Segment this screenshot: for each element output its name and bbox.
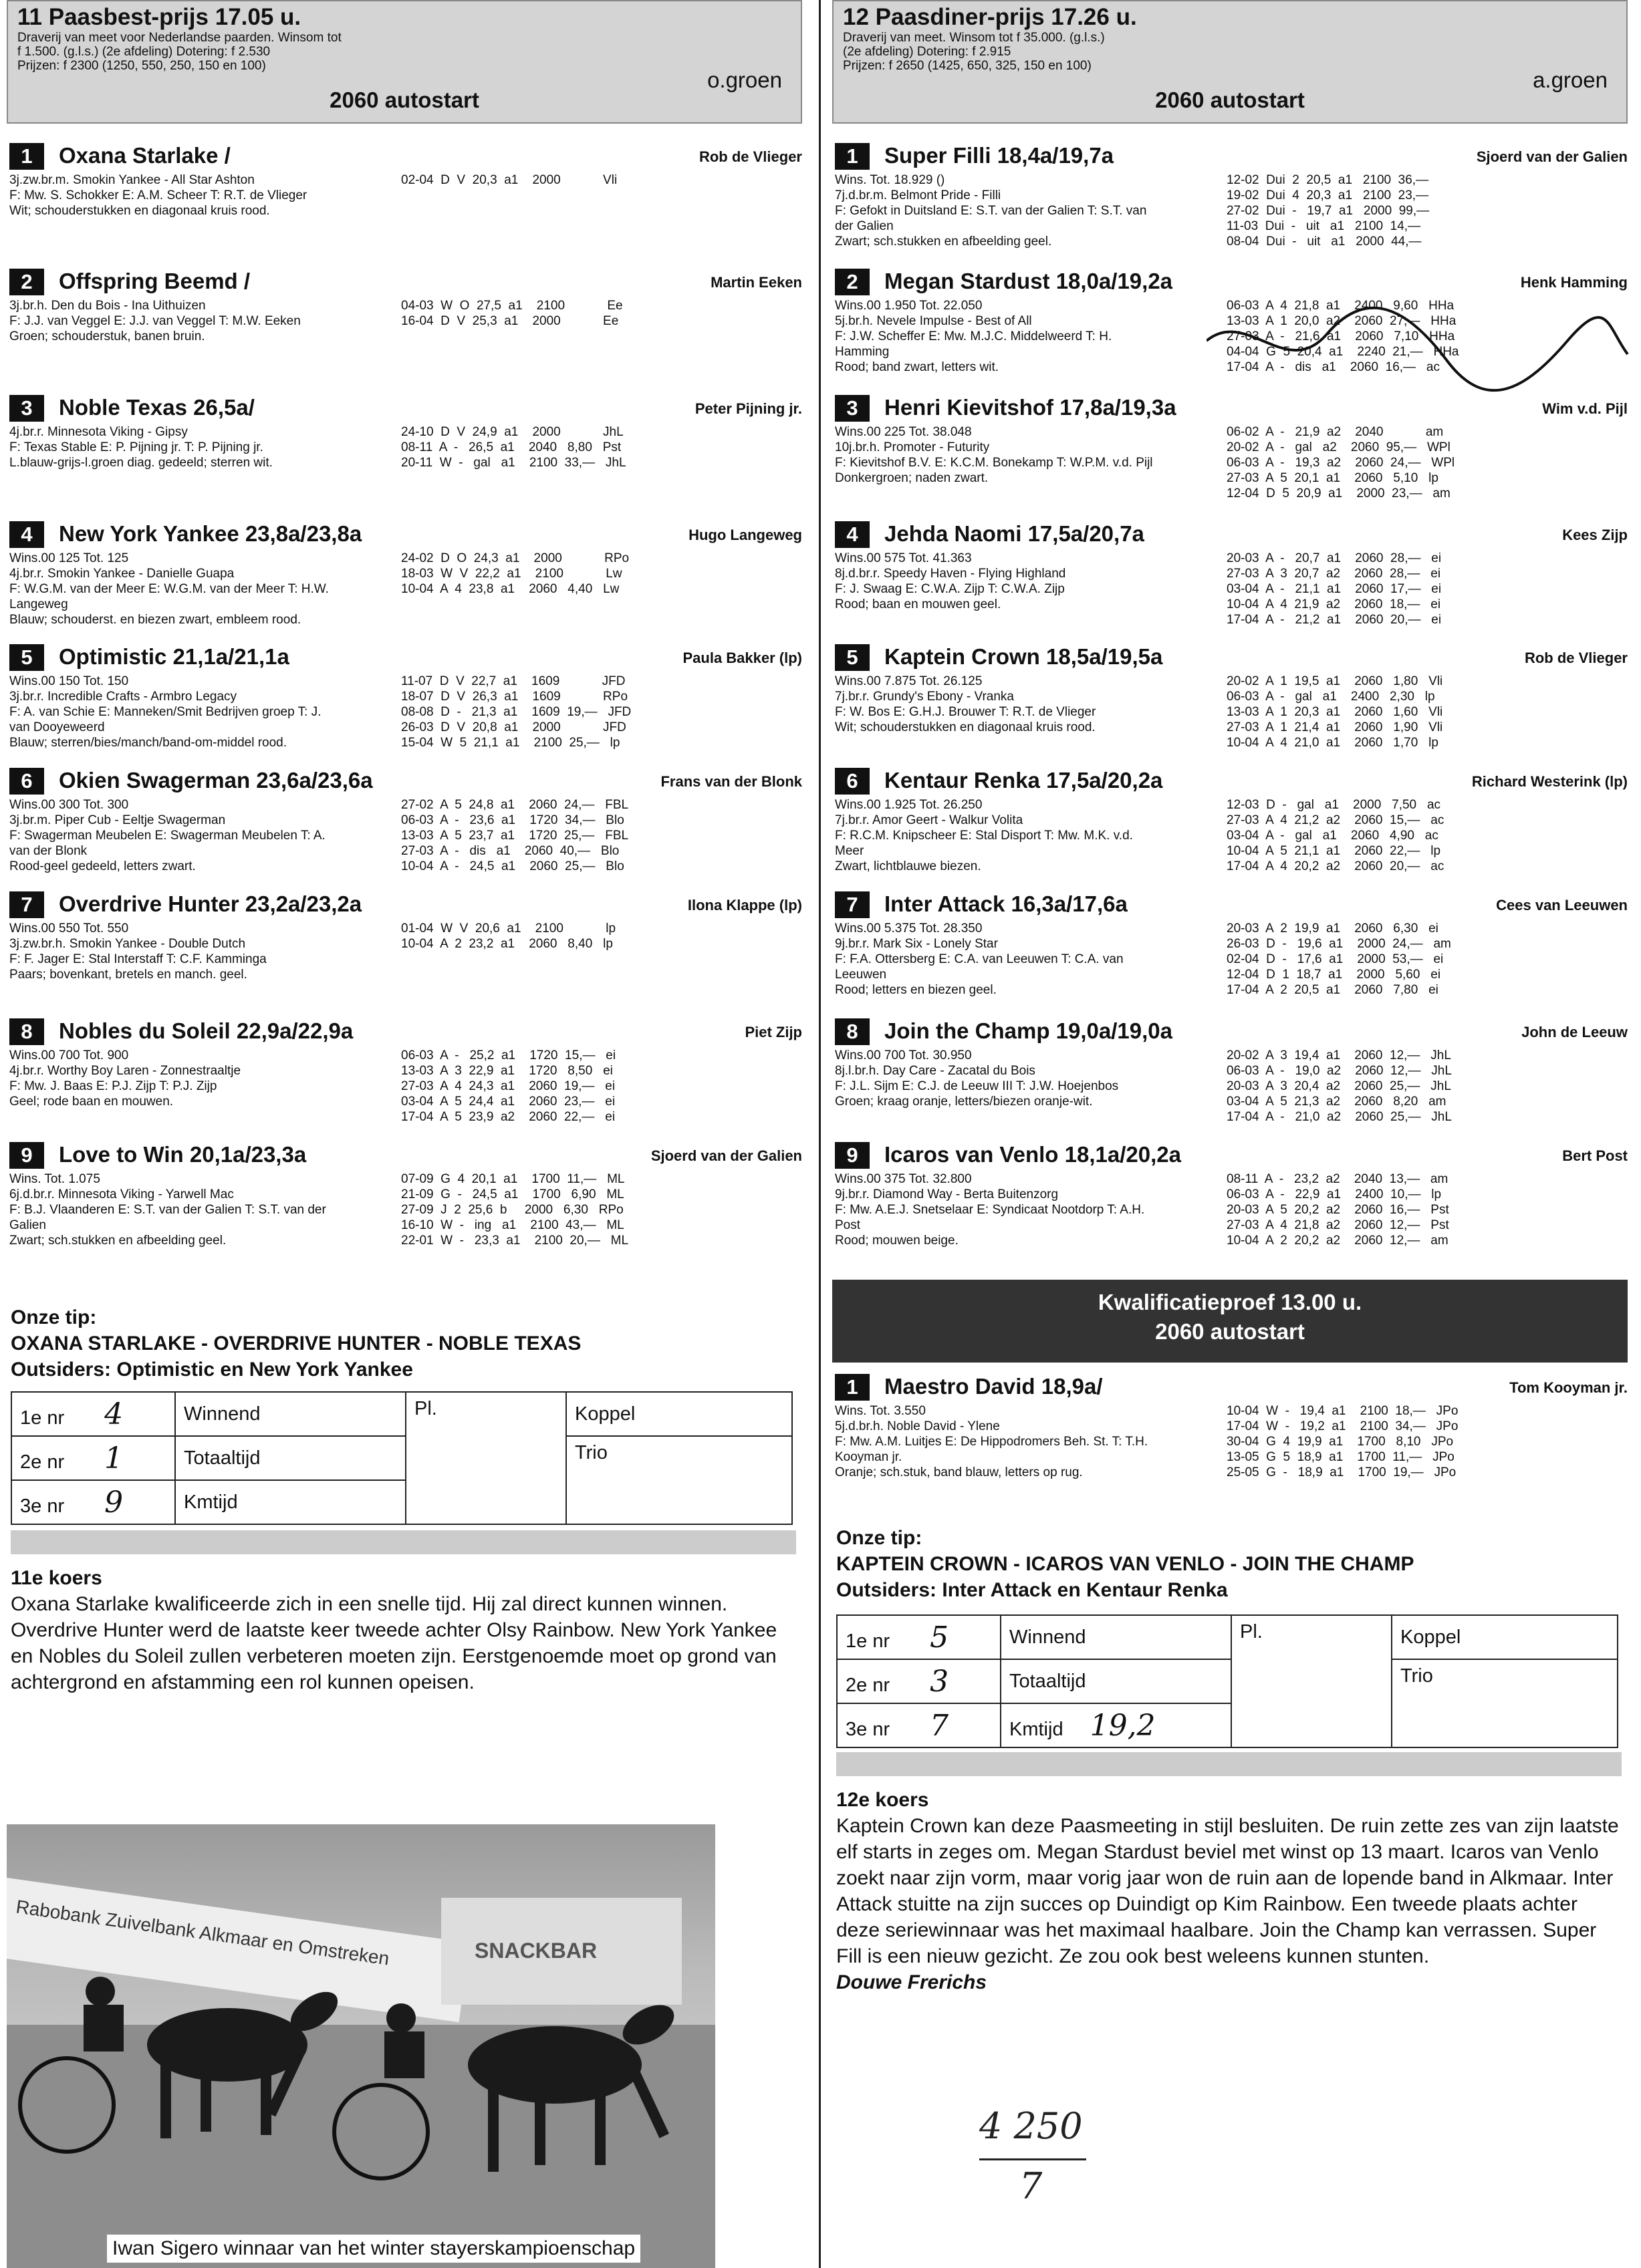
- horse-entry: [7, 266, 802, 385]
- history-row: 17-04 A 4 20,2 a2 2060 20,— ac: [1227, 859, 1444, 873]
- race-photo: [7, 1824, 715, 2268]
- horse-entry: [832, 140, 1628, 259]
- race-header: [7, 0, 802, 124]
- history-row: 13-03 A 1 20,0 a2 2060 27,— HHa: [1227, 314, 1457, 328]
- tip-block: Onze tip: OXANA STARLAKE - OVERDRIVE HUNTER - NOBLE TEXAS Outsiders: Optimistic en New York Yankee: [11, 1306, 582, 1381]
- horse-number: 9: [835, 1142, 870, 1169]
- race-history: [401, 1048, 616, 1125]
- horse-number: 5: [9, 644, 44, 671]
- horse-number: 1: [9, 143, 44, 170]
- horse-entry: [7, 765, 802, 884]
- race-history: [1227, 1171, 1449, 1248]
- history-row: 08-04 Dui - uit a1 2000 44,—: [1227, 235, 1422, 249]
- horse-entry: [7, 392, 802, 511]
- author: Douwe Frerichs: [836, 1971, 987, 1993]
- history-row: 16-04 D V 25,3 a1 2000 Ee: [401, 314, 619, 328]
- race-history: [401, 298, 623, 329]
- driver-name: Cees van Leeuwen: [1496, 897, 1628, 913]
- history-row: 10-04 A - 24,5 a1 2060 25,— Blo: [401, 859, 624, 873]
- history-row: 15-04 W 5 21,1 a1 2100 25,— lp: [401, 736, 620, 750]
- driver-name: Sjoerd van der Galien: [650, 1147, 802, 1164]
- separator-bar: [11, 1530, 796, 1554]
- history-row: 17-04 A - 21,0 a2 2060 25,— JhL: [1227, 1110, 1452, 1124]
- race-history: [401, 797, 628, 874]
- driver-name: Martin Eeken: [711, 274, 802, 291]
- horse-info: Wins.00 1.950 Tot. 22.050 5j.br.h. Nevele Impulse - Best of All F: J.W. Scheffer E: Mw. M.J.C. Middelweerd T: H. Hamming Rood; band zwart, letters wit.: [835, 299, 1112, 374]
- driver-name: Kees Zijp: [1562, 527, 1628, 543]
- history-row: 19-02 Dui 4 20,3 a1 2100 23,—: [1227, 188, 1429, 202]
- history-row: 10-04 A 2 23,2 a1 2060 8,40 lp: [401, 937, 613, 951]
- horse-number: 4: [835, 521, 870, 548]
- history-row: 30-04 G 4 19,9 a1 1700 8,10 JPo: [1227, 1435, 1454, 1449]
- start-type: 2060 autostart: [1155, 88, 1305, 112]
- horse-name: Overdrive Hunter 23,2a/23,2a: [59, 891, 362, 916]
- race-title: 11 Paasbest-prijs 17.05 u.: [17, 4, 301, 30]
- horse-info: Wins.00 7.875 Tot. 26.125 7j.br.r. Grundy's Ebony - Vranka F: W. Bos E: G.H.J. Brouwer T: R.T. de Vlieger Wit; schouderstukken en diagonaal kruis rood.: [835, 674, 1096, 734]
- history-row: 08-11 A - 26,5 a1 2040 8,80 Pst: [401, 440, 622, 454]
- horse-header: [7, 1016, 802, 1046]
- race-conditions: Draverij van meet. Winsom tot f 35.000. (g.l.s.) (2e afdeling) Dotering: f 2.915 Prijzen: f 2650 (1425, 650, 325, 150 en 100): [843, 31, 1105, 73]
- horse-header: [832, 642, 1628, 672]
- race-history: [1227, 1048, 1452, 1125]
- horse-number: 5: [835, 644, 870, 671]
- horse-header: [832, 889, 1628, 919]
- prediction-table: 1e nr 4 Winnend Pl. Koppel 2e nr 1 Totaaltijd Trio 3e nr 9 Kmtijd: [11, 1391, 793, 1525]
- driver-name: Frans van der Blonk: [660, 773, 802, 790]
- horse-info: Wins. Tot. 1.075 6j.d.br.r. Minnesota Viking - Yarwell Mac F: B.J. Vlaanderen E: S.T. van der Galien T: S.T. van der Galien Zwart; sch.stukken en afbeelding geel.: [9, 1172, 326, 1248]
- horse-header: [7, 889, 802, 919]
- history-row: 03-04 A - 21,1 a1 2060 17,— ei: [1227, 582, 1442, 596]
- history-row: 27-02 Dui - 19,7 a1 2000 99,—: [1227, 204, 1430, 218]
- history-row: 24-10 D V 24,9 a1 2000 JhL: [401, 425, 624, 439]
- history-row: 27-03 A 1 21,4 a1 2060 1,90 Vli: [1227, 720, 1443, 734]
- horse-info: Wins.00 575 Tot. 41.363 8j.d.br.r. Speedy Haven - Flying Highland F: J. Swaag E: C.W.A. Zijp T: C.W.A. Zijp Rood; baan en mouwen geel.: [835, 551, 1066, 611]
- history-row: 26-03 D V 20,8 a1 2000 JFD: [401, 720, 626, 734]
- horse-info: Wins.00 125 Tot. 125 4j.br.r. Smokin Yankee - Danielle Guapa F: W.G.M. van der Meer E: W.G.M. van der Meer T: H.W. Langeweg Blauw; schouderst. en biezen zwart, embleem rood.: [9, 551, 329, 627]
- history-row: 27-02 A 5 24,8 a1 2060 24,— FBL: [401, 798, 629, 812]
- horse-info: Wins.00 300 Tot. 300 3j.br.m. Piper Cub - Eeltje Swagerman F: Swagerman Meubelen E: Swagerman Meubelen T: A. van der Blonk Rood-geel gedeeld, letters zwart.: [9, 798, 326, 873]
- history-row: 11-07 D V 22,7 a1 1609 JFD: [401, 674, 626, 688]
- history-row: 10-04 A 2 20,2 a2 2060 12,— am: [1227, 1234, 1448, 1248]
- horse-header: [7, 266, 802, 297]
- race-history: [1227, 1403, 1458, 1480]
- horse-entry: [832, 1016, 1628, 1135]
- track-color: o.groen: [707, 67, 782, 92]
- history-row: 07-09 G 4 20,1 a1 1700 11,— ML: [401, 1172, 625, 1186]
- horse-header: [7, 642, 802, 672]
- history-row: 17-04 A 2 20,5 a1 2060 7,80 ei: [1227, 983, 1438, 997]
- history-row: 27-03 A 3 20,7 a2 2060 28,— ei: [1227, 567, 1441, 581]
- history-row: 24-02 D O 24,3 a1 2000 RPo: [401, 551, 630, 565]
- driver-name: Ilona Klappe (lp): [687, 897, 802, 913]
- horse-info: Wins.00 375 Tot. 32.800 9j.br.r. Diamond Way - Berta Buitenzorg F: Mw. A.E.J. Snetselaar E: Syndicaat Nootdorp T: A.H. Post Rood; mouwen beige.: [835, 1172, 1145, 1248]
- horse-info: Wins. Tot. 3.550 5j.d.br.h. Noble David - Ylene F: Mw. A.M. Luitjes E: De Hippodromers Beh. St. T: T.H. Kooyman jr. Oranje; sch.stuk, band blauw, letters op rug.: [835, 1404, 1148, 1479]
- driver-name: Tom Kooyman jr.: [1509, 1379, 1628, 1396]
- driver-name: Henk Hamming: [1520, 274, 1628, 291]
- history-row: 06-03 A - gal a1 2400 2,30 lp: [1227, 690, 1435, 704]
- horse-info: Wins.00 1.925 Tot. 26.250 7j.br.r. Amor Geert - Walkur Volita F: R.C.M. Knipscheer E: Stal Disport T: Mw. M.K. v.d. Meer Zwart, lichtblauwe biezen.: [835, 798, 1133, 873]
- start-type: 2060 autostart: [330, 88, 479, 112]
- right-column: [832, 0, 1628, 2268]
- history-row: 13-05 G 5 18,9 a1 1700 11,— JPo: [1227, 1450, 1455, 1464]
- horse-header: [832, 765, 1628, 796]
- history-row: 27-03 A 4 24,3 a1 2060 19,— ei: [401, 1079, 616, 1093]
- horse-entry: [832, 1371, 1628, 1490]
- horse-number: 2: [9, 269, 44, 295]
- horse-header: [832, 519, 1628, 549]
- driver-name: Piet Zijp: [745, 1024, 802, 1040]
- horse-header: [7, 392, 802, 423]
- history-row: 18-03 W V 22,2 a1 2100 Lw: [401, 567, 622, 581]
- history-row: 08-08 D - 21,3 a1 1609 19,— JFD: [401, 705, 632, 719]
- horse-name: Icaros van Venlo 18,1a/20,2a: [884, 1142, 1181, 1167]
- horse-info: 4j.br.r. Minnesota Viking - Gipsy F: Texas Stable E: P. Pijning jr. T: P. Pijning jr. L.blauw-grijs-l.groen diag. gedeeld; sterren wit.: [9, 425, 273, 470]
- horse-info: 3j.zw.br.m. Smokin Yankee - All Star Ashton F: Mw. S. Schokker E: A.M. Scheer T: R.T. de Vlieger Wit; schouderstukken en diagonaal kruis rood.: [9, 173, 307, 218]
- horse-name: Kentaur Renka 17,5a/20,2a: [884, 768, 1163, 793]
- history-row: 04-04 G 5 20,4 a1 2240 21,— HHa: [1227, 345, 1459, 359]
- history-row: 06-03 A - 23,6 a1 1720 34,— Blo: [401, 813, 624, 827]
- handwritten-scribble: [1207, 301, 1634, 394]
- history-row: 13-03 A 3 22,9 a1 1720 8,50 ei: [401, 1064, 613, 1078]
- history-row: 12-02 Dui 2 20,5 a1 2100 36,—: [1227, 173, 1429, 187]
- history-row: 20-03 A 2 19,9 a1 2060 6,30 ei: [1227, 922, 1438, 936]
- horse-number: 8: [9, 1018, 44, 1045]
- horse-name: Noble Texas 26,5a/: [59, 395, 255, 420]
- qualifier-header: Kwalificatieproef 13.00 u. 2060 autostart: [832, 1280, 1628, 1363]
- note-line: [979, 2158, 1086, 2160]
- horse-entry: [832, 889, 1628, 1008]
- history-row: 27-03 A 4 21,2 a2 2060 15,— ac: [1227, 813, 1444, 827]
- tip-block: Onze tip: KAPTEIN CROWN - ICAROS VAN VENLO - JOIN THE CHAMP Outsiders: Inter Attack en Kentaur Renka: [836, 1527, 1414, 1601]
- race-history: [401, 424, 626, 470]
- race-history: [1227, 424, 1455, 501]
- harness-racing-illustration: [7, 1824, 715, 2268]
- history-row: 17-04 A 5 23,9 a2 2060 22,— ei: [401, 1110, 616, 1124]
- horse-name: Nobles du Soleil 22,9a/22,9a: [59, 1018, 354, 1043]
- history-row: 20-03 A 5 20,2 a2 2060 16,— Pst: [1227, 1203, 1449, 1217]
- horse-number: 4: [9, 521, 44, 548]
- separator-bar: [836, 1752, 1622, 1776]
- horse-name: Optimistic 21,1a/21,1a: [59, 644, 289, 669]
- history-row: 12-04 D 5 20,9 a1 2000 23,— am: [1227, 486, 1450, 501]
- column-divider: [819, 0, 821, 2268]
- driver-name: Rob de Vlieger: [1524, 650, 1628, 666]
- history-row: 13-03 A 1 20,3 a1 2060 1,60 Vli: [1227, 705, 1443, 719]
- horse-header: [7, 519, 802, 549]
- history-row: 10-04 W - 19,4 a1 2100 18,— JPo: [1227, 1404, 1459, 1418]
- history-row: 16-10 W - ing a1 2100 43,— ML: [401, 1218, 624, 1232]
- history-row: 08-11 A - 23,2 a2 2040 13,— am: [1227, 1172, 1448, 1186]
- horse-name: Inter Attack 16,3a/17,6a: [884, 891, 1128, 916]
- history-row: 27-03 A 5 20,1 a1 2060 5,10 lp: [1227, 471, 1438, 485]
- history-row: 03-04 A - gal a1 2060 4,90 ac: [1227, 829, 1438, 843]
- horse-number: 3: [835, 395, 870, 422]
- history-row: 03-04 A 5 21,3 a2 2060 8,20 am: [1227, 1095, 1446, 1109]
- race-title: 12 Paasdiner-prijs 17.26 u.: [843, 4, 1137, 30]
- race-history: [401, 1171, 628, 1248]
- horse-entry: [7, 889, 802, 1008]
- left-column: [7, 0, 802, 2268]
- horse-number: 6: [9, 768, 44, 795]
- horse-header: [832, 140, 1628, 171]
- history-row: 04-03 W O 27,5 a1 2100 Ee: [401, 299, 623, 313]
- horse-info: Wins. Tot. 18.929 () 7j.d.br.m. Belmont Pride - Filli F: Gefokt in Duitsland E: S.T. van der Galien T: S.T. van der Galien Zwart; sch.stukken en afbeelding geel.: [835, 173, 1147, 249]
- history-row: 10-04 A 4 21,9 a2 2060 18,— ei: [1227, 597, 1441, 611]
- driver-name: Wim v.d. Pijl: [1542, 400, 1628, 417]
- driver-name: Hugo Langeweg: [688, 527, 802, 543]
- horse-info: Wins.00 550 Tot. 550 3j.zw.br.h. Smokin Yankee - Double Dutch F: F. Jager E: Stal Interstaff T: C.F. Kamminga Paars; bovenkant, bretels en manch. geel.: [9, 922, 267, 982]
- horse-entry: [7, 1139, 802, 1258]
- history-row: 17-04 A - dis a1 2060 16,— ac: [1227, 360, 1440, 374]
- track-color: a.groen: [1533, 67, 1608, 92]
- race-commentary: 12e koers Kaptein Crown kan deze Paasmeeting in stijl besluiten. De ruin zette zes van zijn laatste elf starts in zeges om. Megan Stardust beviel met winst op 13 maart. Icaros van Venlo zoekt naar zijn vorm, maar vorig jaar won de ruin aan de lopende band in Alkmaar. Inter Attack stuitte na zijn succes op Duindigt op Kim Rainbow. Een tweede plaats achter deze seriewinnaar was het maximaal haalbare. Join the Champ kan verrassen. Super Fill is een nieuw gezicht. Ze zou ook best weleens kunnen stunten. Douwe Frerichs: [836, 1787, 1622, 1995]
- horse-name: Join the Champ 19,0a/19,0a: [884, 1018, 1173, 1043]
- history-row: 13-03 A 5 23,7 a1 1720 25,— FBL: [401, 829, 629, 843]
- horse-number: 9: [9, 1142, 44, 1169]
- history-row: 06-03 A 4 21,8 a1 2400 9,60 HHa: [1227, 299, 1455, 313]
- race-header: [832, 0, 1628, 124]
- race-history: [401, 172, 617, 188]
- horse-info: Wins.00 5.375 Tot. 28.350 9j.br.r. Mark Six - Lonely Star F: F.A. Ottersberg E: C.A. van Leeuwen T: C.A. van Leeuwen Rood; letters en biezen geel.: [835, 922, 1124, 997]
- horse-header: [832, 1371, 1628, 1402]
- history-row: 27-09 J 2 25,6 b 2000 6,30 RPo: [401, 1203, 624, 1217]
- horse-name: Oxana Starlake /: [59, 143, 231, 168]
- horse-name: Kaptein Crown 18,5a/19,5a: [884, 644, 1163, 669]
- handwritten-note: 4 250: [979, 2105, 1083, 2147]
- horse-header: [7, 1139, 802, 1170]
- history-row: 20-02 A 3 19,4 a1 2060 12,— JhL: [1227, 1048, 1451, 1062]
- horse-info: Wins.00 225 Tot. 38.048 10j.br.h. Promoter - Futurity F: Kievitshof B.V. E: K.C.M. Bonekamp T: W.P.M. v.d. Pijl Donkergroen; naden zwart.: [835, 425, 1153, 485]
- history-row: 27-03 A 4 21,8 a2 2060 12,— Pst: [1227, 1218, 1449, 1232]
- history-row: 06-02 A - 21,9 a2 2040 am: [1227, 425, 1444, 439]
- race-history: [1227, 797, 1444, 874]
- horse-header: [832, 266, 1628, 297]
- driver-name: John de Leeuw: [1521, 1024, 1628, 1040]
- horse-header: [832, 1139, 1628, 1170]
- horse-entry: [832, 392, 1628, 511]
- horse-number: 6: [835, 768, 870, 795]
- history-row: 03-04 A 5 24,4 a1 2060 23,— ei: [401, 1095, 616, 1109]
- horse-entry: [7, 642, 802, 760]
- history-row: 18-07 D V 26,3 a1 1609 RPo: [401, 690, 628, 704]
- photo-caption: Iwan Sigero winnaar van het winter stayerskampioenschap: [107, 2235, 640, 2263]
- race-history: [1227, 674, 1442, 750]
- horse-number: 2: [835, 269, 870, 295]
- horse-entry: [832, 642, 1628, 760]
- race-history: [1227, 172, 1429, 249]
- snackbar-sign: SNACKBAR: [475, 1939, 598, 1963]
- horse-entry: [7, 140, 802, 259]
- driver-name: Rob de Vlieger: [699, 148, 802, 165]
- horse-name: Henri Kievitshof 17,8a/19,3a: [884, 395, 1176, 420]
- history-row: 06-03 A - 25,2 a1 1720 15,— ei: [401, 1048, 616, 1062]
- history-row: 06-03 A - 19,3 a2 2060 24,— WPl: [1227, 456, 1455, 470]
- horse-name: New York Yankee 23,8a/23,8a: [59, 521, 362, 546]
- horse-header: [7, 140, 802, 171]
- prediction-table: 1e nr 5 Winnend Pl. Koppel 2e nr 3 Totaaltijd Trio 3e nr 7 Kmtijd 19,2: [836, 1614, 1618, 1748]
- history-row: 10-04 A 4 23,8 a1 2060 4,40 Lw: [401, 582, 620, 596]
- horse-header: [832, 1016, 1628, 1046]
- horse-header: [832, 392, 1628, 423]
- history-row: 20-11 W - gal a1 2100 33,— JhL: [401, 456, 626, 470]
- history-row: 25-05 G - 18,9 a1 1700 19,— JPo: [1227, 1465, 1457, 1479]
- history-row: 06-03 A - 22,9 a1 2400 10,— lp: [1227, 1187, 1442, 1201]
- history-row: 06-03 A - 19,0 a2 2060 12,— JhL: [1227, 1064, 1452, 1078]
- horse-entry: [832, 765, 1628, 884]
- history-row: 10-04 A 5 21,1 a1 2060 22,— lp: [1227, 844, 1441, 858]
- race-history: [401, 921, 616, 952]
- horse-entry: [832, 1139, 1628, 1258]
- history-row: 02-04 D V 20,3 a1 2000 Vli: [401, 173, 618, 187]
- history-row: 27-03 A - dis a1 2060 40,— Blo: [401, 844, 620, 858]
- horse-name: Maestro David 18,9a/: [884, 1374, 1103, 1399]
- driver-name: Paula Bakker (lp): [682, 650, 802, 666]
- horse-number: 1: [835, 1374, 870, 1401]
- history-row: 12-03 D - gal a1 2000 7,50 ac: [1227, 798, 1441, 812]
- race-history: [401, 551, 629, 597]
- horse-entry: [7, 519, 802, 637]
- history-row: 12-04 D 1 18,7 a1 2000 5,60 ei: [1227, 968, 1441, 982]
- horse-name: Love to Win 20,1a/23,3a: [59, 1142, 307, 1167]
- driver-name: Sjoerd van der Galien: [1476, 148, 1628, 165]
- history-row: 26-03 D - 19,6 a1 2000 24,— am: [1227, 937, 1451, 951]
- history-row: 22-01 W - 23,3 a1 2100 20,— ML: [401, 1234, 629, 1248]
- history-row: 10-04 A 4 21,0 a1 2060 1,70 lp: [1227, 736, 1438, 750]
- history-row: 11-03 Dui - uit a1 2100 14,—: [1227, 219, 1421, 233]
- race-history: [1227, 551, 1441, 627]
- horse-number: 3: [9, 395, 44, 422]
- driver-name: Peter Pijning jr.: [695, 400, 802, 417]
- horse-entry: [832, 519, 1628, 637]
- history-row: 20-03 A - 20,7 a1 2060 28,— ei: [1227, 551, 1442, 565]
- race-history: [1227, 921, 1451, 998]
- race-commentary: 11e koers Oxana Starlake kwalificeerde zich in een snelle tijd. Hij zal direct kunnen winnen. Overdrive Hunter werd de laatste keer tweede achter Olsy Rainbow. New York Yankee en Nobles du Soleil zullen verbeteren moeten zijn. Eerstgenoemde moet op grond van achtergrond en afstamming een rol kunnen opeisen.: [11, 1567, 777, 1693]
- horse-number: 1: [835, 143, 870, 170]
- horse-name: Okien Swagerman 23,6a/23,6a: [59, 768, 373, 793]
- race-history: [401, 674, 631, 750]
- horse-info: 3j.br.h. Den du Bois - Ina Uithuizen F: J.J. van Veggel E: J.J. van Veggel T: M.W. Eeken Groen; schouderstuk, banen bruin.: [9, 299, 301, 343]
- history-row: 17-04 W - 19,2 a1 2100 34,— JPo: [1227, 1419, 1459, 1433]
- handwritten-note: 7: [1019, 2165, 1043, 2207]
- horse-name: Super Filli 18,4a/19,7a: [884, 143, 1114, 168]
- horse-entry: [7, 1016, 802, 1135]
- history-row: 02-04 D - 17,6 a1 2000 53,— ei: [1227, 952, 1444, 966]
- history-row: 20-02 A 1 19,5 a1 2060 1,80 Vli: [1227, 674, 1443, 688]
- horse-number: 7: [835, 891, 870, 918]
- driver-name: Bert Post: [1562, 1147, 1628, 1164]
- history-row: 20-03 A 3 20,4 a2 2060 25,— JhL: [1227, 1079, 1451, 1093]
- race-conditions: Draverij van meet voor Nederlandse paarden. Winsom tot f 1.500. (g.l.s.) (2e afdeling) Dotering: f 2.530 Prijzen: f 2300 (1250, 550, 250, 150 en 100): [17, 31, 342, 73]
- horse-number: 8: [835, 1018, 870, 1045]
- history-row: 20-02 A - gal a2 2060 95,— WPl: [1227, 440, 1450, 454]
- history-row: 21-09 G - 24,5 a1 1700 6,90 ML: [401, 1187, 624, 1201]
- horse-name: Offspring Beemd /: [59, 269, 251, 293]
- horse-name: Megan Stardust 18,0a/19,2a: [884, 269, 1173, 293]
- horse-header: [7, 765, 802, 796]
- sponsor-sign: Rabobank Zuivelbank Alkmaar en Omstreken: [15, 1896, 391, 1969]
- horse-name: Jehda Naomi 17,5a/20,7a: [884, 521, 1144, 546]
- horse-info: Wins.00 700 Tot. 30.950 8j.l.br.h. Day Care - Zacatal du Bois F: J.L. Sijm E: C.J. de Leeuw III T: J.W. Hoejenbos Groen; kraag oranje, letters/biezen oranje-wit.: [835, 1048, 1119, 1109]
- horse-number: 7: [9, 891, 44, 918]
- horse-info: Wins.00 700 Tot. 900 4j.br.r. Worthy Boy Laren - Zonnestraaltje F: Mw. J. Baas E: P.J. Zijp T: P.J. Zijp Geel; rode baan en mouwen.: [9, 1048, 241, 1109]
- driver-name: Richard Westerink (lp): [1471, 773, 1628, 790]
- history-row: 01-04 W V 20,6 a1 2100 lp: [401, 922, 616, 936]
- history-row: 27-03 A - 21,6 a1 2060 7,10 HHa: [1227, 329, 1455, 343]
- history-row: 17-04 A - 21,2 a1 2060 20,— ei: [1227, 613, 1442, 627]
- horse-info: Wins.00 150 Tot. 150 3j.br.r. Incredible Crafts - Armbro Legacy F: A. van Schie E: Manneken/Smit Bedrijven groep T: J. van Dooyeweerd Blauw; sterren/bies/manch/band-om-middel rood.: [9, 674, 322, 750]
